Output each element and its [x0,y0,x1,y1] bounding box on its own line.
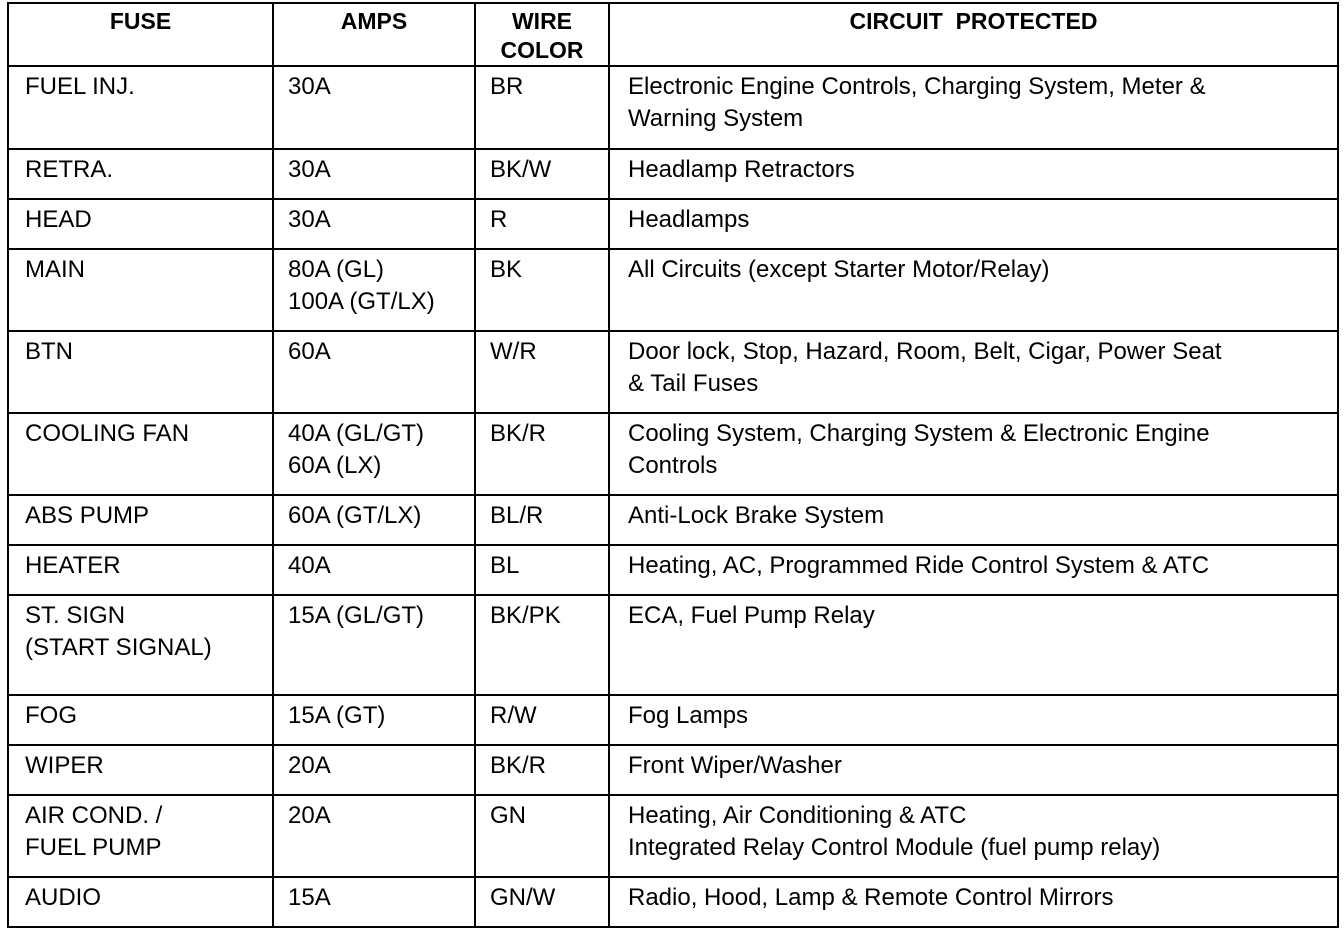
amps-cell [273,249,475,331]
circuit-cell [609,199,1338,249]
fuse-name: AIR COND. / [25,802,163,829]
circuit-text: Controls [628,452,718,479]
amps-cell [273,695,475,745]
fuse-cell [8,745,273,795]
fuse-cell [8,495,273,545]
circuit-text: Warning System [628,105,804,132]
circuit-text: Headlamps [628,206,750,233]
fuse-name: FUEL INJ. [25,73,135,100]
wire-color-cell [475,331,609,413]
fuse-cell [8,877,273,927]
circuit-cell [609,249,1338,331]
fuse-name: WIPER [25,752,104,779]
wire-color-value: BK/R [490,752,547,779]
circuit-text: Anti-Lock Brake System [628,502,885,529]
amps-cell [273,495,475,545]
amps-value: 20A [288,752,331,779]
table-row [8,795,1338,877]
fuse-cell [8,695,273,745]
circuit-cell [609,545,1338,595]
amps-value: 100A (GT/LX) [288,288,435,315]
amps-value: 15A [288,884,331,911]
table-row [8,545,1338,595]
wire-color-cell [475,795,609,877]
circuit-text: Cooling System, Charging System & Electronic Engine [628,420,1210,447]
fuse-name: ST. SIGN [25,602,126,629]
wire-color-value: BR [490,73,524,100]
amps-cell [273,199,475,249]
wire-color-cell [475,413,609,495]
header-wire-line1: WIRE [511,8,573,34]
amps-cell [273,545,475,595]
amps-value: 60A (GT/LX) [288,502,422,529]
circuit-text: Headlamp Retractors [628,156,855,183]
table-row [8,66,1338,149]
fuse-cell [8,795,273,877]
fuse-name: COOLING FAN [25,420,190,447]
wire-color-value: GN [490,802,526,829]
wire-color-value: W/R [490,338,537,365]
fuse-name: RETRA. [25,156,114,183]
circuit-cell [609,877,1338,927]
table-row [8,249,1338,331]
header-wire-color [475,3,609,66]
header-wire-line2: COLOR [500,37,584,63]
fuse-cell [8,249,273,331]
circuit-cell [609,413,1338,495]
wire-color-cell [475,877,609,927]
amps-value: 80A (GL) [288,256,385,283]
circuit-text: Fog Lamps [628,702,749,729]
fuse-name: (START SIGNAL) [25,634,212,661]
wire-color-cell [475,495,609,545]
fuse-table [7,2,1339,928]
circuit-cell [609,695,1338,745]
fuse-cell [8,331,273,413]
fuse-name: ABS PUMP [25,502,150,529]
fuse-cell [8,595,273,695]
circuit-text: Door lock, Stop, Hazard, Room, Belt, Cigar, Power Seat [628,338,1222,365]
fuse-name: AUDIO [25,884,102,911]
fuse-cell [8,545,273,595]
amps-value: 40A (GL/GT) [288,420,425,447]
wire-color-value: R/W [490,702,537,729]
wire-color-cell [475,66,609,149]
amps-value: 30A [288,73,331,100]
wire-color-value: BL/R [490,502,544,529]
wire-color-cell [475,199,609,249]
circuit-text: Radio, Hood, Lamp & Remote Control Mirrors [628,884,1114,911]
amps-value: 30A [288,156,331,183]
fuse-name: MAIN [25,256,85,283]
circuit-cell [609,495,1338,545]
amps-value: 15A (GT) [288,702,386,729]
table-header [8,3,1338,66]
wire-color-value: BK [490,256,523,283]
table-row [8,877,1338,927]
header-fuse: FUSE [8,3,273,66]
table-row [8,331,1338,413]
circuit-cell [609,795,1338,877]
table-row [8,495,1338,545]
table-row [8,695,1338,745]
circuit-text: Integrated Relay Control Module (fuel pump relay) [628,834,1161,861]
amps-cell [273,66,475,149]
circuit-text: Heating, Air Conditioning & ATC [628,802,967,829]
amps-value: 40A [288,552,331,579]
circuit-text: Electronic Engine Controls, Charging System, Meter & [628,73,1206,100]
circuit-cell [609,66,1338,149]
wire-color-value: BL [490,552,520,579]
wire-color-cell [475,595,609,695]
amps-value: 60A (LX) [288,452,382,479]
wire-color-value: BK/R [490,420,547,447]
fuse-name: FUEL PUMP [25,834,162,861]
fuse-name: HEAD [25,206,92,233]
amps-cell [273,149,475,199]
fuse-name: BTN [25,338,73,365]
circuit-text: Front Wiper/Washer [628,752,842,779]
fuse-cell [8,413,273,495]
amps-cell [273,331,475,413]
wire-color-cell [475,745,609,795]
amps-cell [273,795,475,877]
circuit-text: All Circuits (except Starter Motor/Relay) [628,256,1050,283]
wire-color-value: BK/PK [490,602,561,629]
fuse-name: HEATER [25,552,121,579]
circuit-cell [609,149,1338,199]
amps-value: 60A [288,338,331,365]
header-circuit-protected: CIRCUIT PROTECTED [609,3,1338,66]
amps-value: 20A [288,802,331,829]
table-body [8,66,1338,927]
table-row [8,595,1338,695]
amps-value: 30A [288,206,331,233]
wire-color-cell [475,695,609,745]
amps-cell [273,877,475,927]
fuse-name: FOG [25,702,77,729]
fuse-cell [8,66,273,149]
fuse-cell [8,199,273,249]
table-row [8,149,1338,199]
wire-color-cell [475,249,609,331]
circuit-text: & Tail Fuses [628,370,759,397]
circuit-cell [609,331,1338,413]
fuse-cell [8,149,273,199]
circuit-text: ECA, Fuel Pump Relay [628,602,875,629]
table-row [8,199,1338,249]
circuit-cell [609,595,1338,695]
wire-color-cell [475,545,609,595]
amps-cell [273,413,475,495]
wire-color-value: GN/W [490,884,556,911]
header-row [8,3,1338,66]
wire-color-value: R [490,206,508,233]
table-row [8,413,1338,495]
wire-color-cell [475,149,609,199]
circuit-text: Heating, AC, Programmed Ride Control System & ATC [628,552,1210,579]
wire-color-value: BK/W [490,156,552,183]
amps-cell [273,745,475,795]
header-amps: AMPS [273,3,475,66]
circuit-cell [609,745,1338,795]
amps-value: 15A (GL/GT) [288,602,425,629]
table-row [8,745,1338,795]
amps-cell [273,595,475,695]
